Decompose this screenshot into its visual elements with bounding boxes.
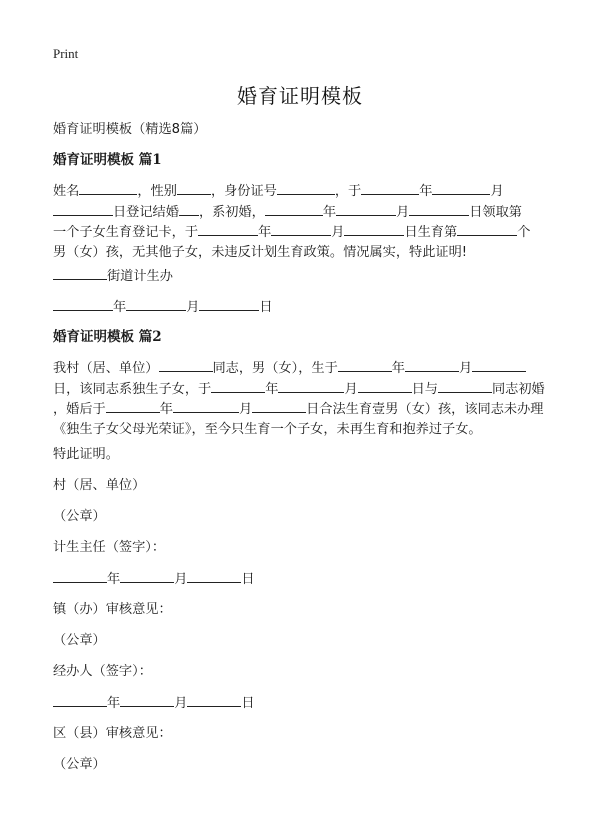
text: 月: [490, 184, 504, 199]
day-blank[interactable]: [344, 222, 404, 236]
section-1-line-4: 男（女）孩，无其他子女，未违反计划生育政策。情况属实，特此证明!: [53, 244, 468, 260]
text: 日生育第: [404, 225, 458, 240]
text: ，婚后于: [53, 402, 106, 417]
day-blank[interactable]: [358, 379, 412, 393]
year-blank[interactable]: [361, 181, 419, 195]
year-blank[interactable]: [53, 569, 107, 583]
section-1-date-line: [53, 297, 273, 318]
seal-label: （公章）: [53, 509, 106, 524]
child-order-blank[interactable]: [457, 222, 517, 236]
text: 个: [517, 225, 531, 240]
section-1-line-1: [53, 181, 553, 202]
month-blank[interactable]: [278, 379, 344, 393]
text: 同志，男（女），生于: [212, 361, 338, 376]
month-blank[interactable]: [120, 693, 174, 707]
section-1-heading: 婚育证明模板 篇1: [53, 152, 162, 168]
section-2-line-3: [53, 399, 553, 420]
text: 年: [258, 225, 272, 240]
gender-blank[interactable]: [177, 181, 211, 195]
certify-text: 特此证明。: [53, 447, 119, 462]
text: 同志初婚: [492, 381, 545, 397]
day-blank[interactable]: [199, 297, 259, 311]
text: 日登记结婚: [113, 204, 179, 220]
name-blank[interactable]: [79, 181, 137, 195]
section-2-line-2: [53, 379, 553, 400]
day-blank[interactable]: [252, 399, 306, 413]
section-1-body: [53, 181, 553, 262]
seal-label: （公章）: [53, 757, 106, 772]
text: ，于: [334, 184, 362, 199]
town-review-label: 镇（办）审核意见：: [53, 602, 172, 617]
text: 月: [344, 381, 358, 397]
text: 年: [107, 696, 121, 711]
month-blank[interactable]: [126, 297, 186, 311]
village-label: 村（居、单位）: [53, 478, 146, 493]
text: 日合法生育壹男（女）孩，该同志未办理: [306, 402, 544, 417]
year-blank[interactable]: [53, 693, 107, 707]
month-blank[interactable]: [271, 222, 331, 236]
text: 年: [265, 381, 279, 397]
section-1-line-3: [53, 222, 553, 243]
text: 日: [241, 572, 255, 587]
text: 姓名: [53, 184, 80, 199]
month-blank[interactable]: [405, 358, 459, 372]
month-blank[interactable]: [336, 202, 396, 216]
text: ，性别: [137, 184, 177, 199]
day-blank[interactable]: [409, 202, 469, 216]
text: 年: [419, 184, 433, 199]
office-line: [53, 266, 173, 287]
handler-signature-label: 经办人（签字）：: [53, 664, 152, 679]
text: 年: [107, 572, 121, 587]
section-2-date-line-1: [53, 569, 255, 590]
text: 月: [174, 572, 188, 587]
text: 年: [159, 402, 173, 417]
text: 一个子女生育登记卡，于: [53, 225, 199, 240]
day-blank[interactable]: [472, 358, 526, 372]
section-1-line-2: [53, 202, 553, 223]
day-blank[interactable]: [187, 569, 241, 583]
year-blank[interactable]: [338, 358, 392, 372]
section-2-date-line-2: [53, 693, 255, 714]
day-blank[interactable]: [53, 202, 113, 216]
section-2-heading: 婚育证明模板 篇2: [53, 329, 162, 345]
text: 日领取第: [469, 204, 522, 220]
day-blank[interactable]: [187, 693, 241, 707]
year-blank[interactable]: [198, 222, 258, 236]
text: 日与: [411, 381, 438, 397]
text: 月: [331, 225, 345, 240]
month-blank[interactable]: [173, 399, 239, 413]
year-blank[interactable]: [106, 399, 160, 413]
section-2-body: [53, 358, 553, 439]
marriage-blank[interactable]: [179, 202, 199, 216]
month-blank[interactable]: [120, 569, 174, 583]
id-number-blank[interactable]: [277, 181, 335, 195]
text: 年: [391, 361, 405, 376]
page-title: 婚育证明模板: [237, 84, 363, 108]
section-2-line-4: 《独生子女父母光荣证》，至今只生育一个子女，未再生育和抱养过子女。: [53, 421, 482, 437]
director-signature-label: 计生主任（签字）：: [53, 540, 166, 555]
text: 年: [113, 300, 127, 315]
year-blank[interactable]: [265, 202, 323, 216]
year-blank[interactable]: [211, 379, 265, 393]
section-2-line-1: [53, 358, 553, 379]
text: 月: [174, 696, 188, 711]
seal-label: （公章）: [53, 633, 106, 648]
print-label: Print: [53, 46, 79, 61]
text: 年: [322, 204, 337, 220]
document-subtitle: 婚育证明模板（精选8篇）: [53, 122, 207, 137]
text: 月: [458, 361, 473, 376]
text: ，系初婚，: [198, 204, 265, 220]
text: ，身份证号: [210, 184, 277, 199]
district-review-label: 区（县）审核意见：: [53, 726, 172, 741]
text: 日，该同志系独生子女，于: [53, 381, 212, 397]
name-blank[interactable]: [159, 358, 213, 372]
text: 日: [259, 300, 273, 315]
spouse-blank[interactable]: [438, 379, 492, 393]
office-label: 街道计生办: [107, 269, 173, 284]
year-blank[interactable]: [53, 297, 113, 311]
month-blank[interactable]: [432, 181, 490, 195]
text: 月: [396, 204, 410, 220]
text: 日: [241, 696, 255, 711]
street-blank[interactable]: [53, 266, 107, 280]
text: 月: [238, 402, 253, 417]
text: 月: [186, 300, 200, 315]
text: 我村（居、单位）: [53, 361, 159, 376]
